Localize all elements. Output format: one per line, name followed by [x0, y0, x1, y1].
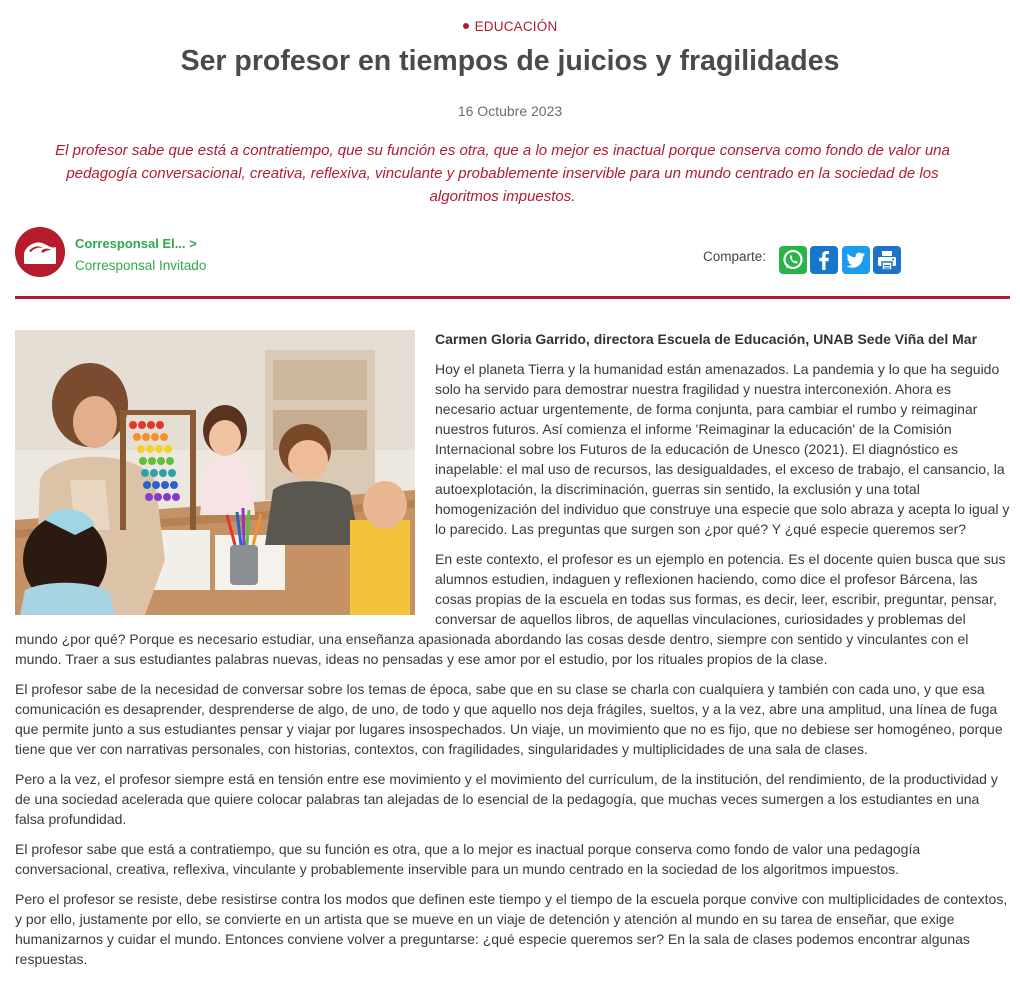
whatsapp-icon [779, 246, 807, 274]
article-photo[interactable] [15, 330, 415, 615]
facebook-icon [810, 246, 838, 274]
print-button[interactable] [873, 246, 901, 274]
whatsapp-share-button[interactable] [779, 246, 807, 274]
avatar[interactable] [15, 227, 65, 277]
facebook-share-button[interactable] [810, 246, 838, 274]
article-body [15, 329, 1010, 979]
twitter-share-button[interactable] [842, 246, 870, 274]
header-divider [15, 296, 1010, 299]
article-paragraph: El profesor sabe que está a contratiempo, que su función es otra, que a lo mejor es inactual porque conserva como fondo de valor una pedagogía conversacional, creativa, reflexiva, vinculante y probablemente inservible para un mundo centrado en la sociedad de los algoritmos impuestos. [15, 841, 921, 877]
category-dot-icon [463, 23, 469, 29]
article-paragraph: El profesor sabe de la necesidad de conversar sobre los temas de época, sabe que en su clase se charla con cualquiera y también con cada uno, y que esa comunicación es desaprender, desprenderse de algo, de uno, de todo y que aquello nos deja frágiles, sueltos, y a la vez, abre una amplitud, una línea de fuga que permite junto a sus estudiantes pensar y viajar por lugares insospechados. Un viaje, un movimiento que no es fijo, que no debiese ser homogéneo, porque tiene que ver con narrativas personales, con historias, contextos, con fragilidades, singularidades y multiplicidades de una sala de clases. [15, 681, 1003, 757]
author-block [15, 227, 335, 277]
classroom-photo-image [15, 330, 415, 615]
article-paragraph: Pero el profesor se resiste, debe resistirse contra los modos que definen este tiempo y el tiempo de la escuela porque convive con multiplicidades de contextos, y por ello, justamente por ello, se convierte en un artista que se mueve en un viaje de detención y atención al mundo en su tarea de enseñar, que exige humanizarnos y cuidar el mundo. Entonces conviene volver a preguntarse: ¿qué especie queremos ser? En la sala de clases podemos encontrar algunas respuestas. [15, 891, 1008, 967]
article-byline: Carmen Gloria Garrido, directora Escuela de Educación, UNAB Sede Viña del Mar [435, 331, 978, 347]
share-label: Comparte: [703, 249, 767, 264]
article-paragraph: Hoy el planeta Tierra y la humanidad están amenazados. La pandemia y lo que ha seguido solo ha servido para demostrar nuestra fragilidad y nuestra interconexión. Ahora es necesario actuar urgentemente, de forma conjunta, para cambiar el rumbo y reimaginar nuestros futuros. Así comienza el informe 'Reimaginar la educación' de la Comisión Internacional sobre los Futuros de la educación de Unesco (2021). El diagnóstico es inapelable: el mal uso de recursos, las desigualdades, el exceso de trabajo, el cansancio, la autoexplotación, la discriminación, guerras sin sentido, la exclusión y una total homogenización del individuo que construye una especie que solo abraza y acepta lo igual y lo parecido. Las preguntas que surgen son ¿por qué? Y ¿qué especie queremos ser? [435, 361, 1010, 537]
twitter-icon [842, 246, 870, 274]
author-name-link[interactable]: Corresponsal El... > [75, 236, 197, 251]
page-title: Ser profesor en tiempos de juicios y fragilidades [180, 45, 840, 77]
category-text[interactable]: EDUCACIÓN [474, 19, 558, 34]
category-label[interactable] [0, 19, 1020, 34]
author-role: Corresponsal Invitado [75, 258, 207, 273]
print-icon [873, 246, 901, 274]
article-paragraph: Pero a la vez, el profesor siempre está en tensión entre ese movimiento y el movimiento del currículum, de la institución, del rendimiento, de la productividad y de una sociedad acelerada que quiere colocar palabras tan alejadas de lo esencial de la pedagogía, que muchas veces sumergen a los estudiantes en una falsa profundidad. [15, 771, 998, 827]
article-paragraph: En este contexto, el profesor es un ejemplo en potencia. Es el docente quien busca que sus alumnos estudien, indaguen y reflexionen haciendo, como dice el profesor Bárcena, las cosas propias de la escuela en todas sus formas, es decir, leer, escribir, preguntar, pensar, conversar de aquellos libros, de aquellas vinculaciones, curiosidades y problemas del mundo ¿por qué? Porque es necesario estudiar, una enseñanza apasionada abordando las cosas desde dentro, siempre con sentido y vinculantes con el mundo. Traer a sus estudiantes palabras nuevas, ideas no pensadas y ese amor por el estudio, por los rituales propios de la clase. [15, 551, 1006, 667]
publish-date: 16 Octubre 2023 [457, 103, 563, 119]
author-logo-icon [15, 227, 65, 277]
article-lead: El profesor sabe que está a contratiempo, que su función es otra, que a lo mejor es inactual porque conserva como fondo de valor una pedagogía conversacional, creativa, reflexiva, vinculante y probablemente inservible para un mundo centrado en la sociedad de los algoritmos impuestos. [55, 142, 950, 205]
